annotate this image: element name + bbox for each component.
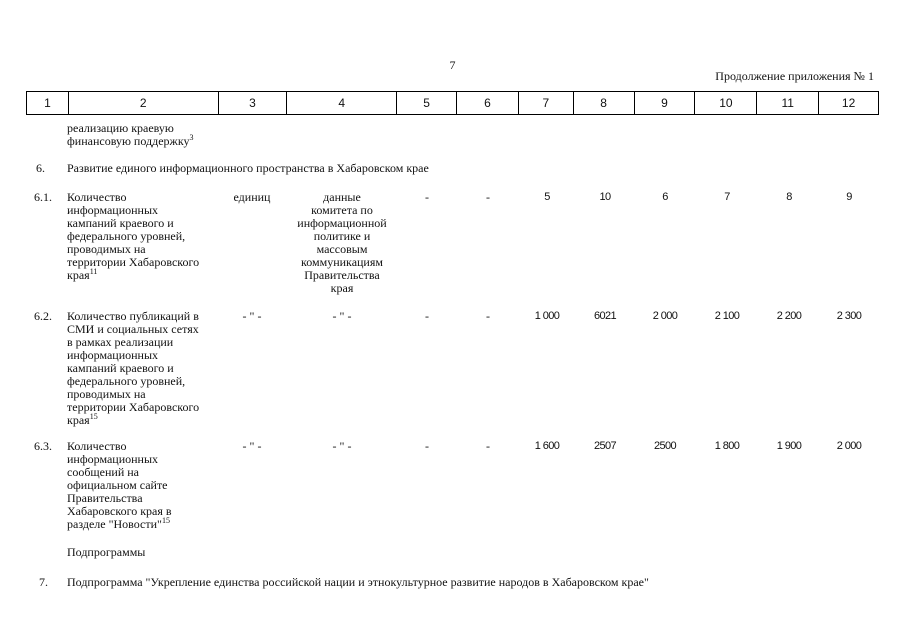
value-col-7: 1 000: [534, 310, 560, 322]
subprograms-label: Подпрограммы: [67, 545, 146, 559]
header-col-5: 5: [397, 92, 457, 114]
header-col-8: 8: [574, 92, 635, 114]
header-col-9: 9: [635, 92, 696, 114]
indicator-name: Количество информационных сообщений на официальном сайте Правительства Хабаровского края в разделе "Новости"$^{15}$: [67, 439, 172, 531]
header-col-6: 6: [457, 92, 519, 114]
header-col-3: 3: [219, 92, 288, 114]
page-number: 7: [449, 58, 456, 72]
value-col-6: -: [486, 190, 490, 204]
section-7-title: Подпрограмма "Укрепление единства российской нации и этнокультурное развитие народов в Хабаровском крае": [67, 575, 649, 589]
section-7-number: 7.: [39, 575, 48, 589]
source-cell: данные комитета по информационной политике и массовым коммуникациям Правительства края: [297, 190, 387, 295]
value-col-12: 9: [846, 191, 852, 203]
value-col-11: 8: [786, 191, 792, 203]
header-col-10: 10: [695, 92, 757, 114]
unit-cell: - " -: [242, 439, 262, 453]
value-col-5: -: [425, 309, 429, 323]
value-col-8: 2507: [593, 440, 617, 452]
value-col-12: 2 000: [836, 440, 862, 452]
indicator-name: Количество публикаций в СМИ и социальных сетях в рамках реализации информационных кампаний краевого и федерального уровней, проводимых на территории Хабаровского края$^{15}$: [67, 309, 200, 427]
value-col-10: 1 800: [714, 440, 740, 452]
value-col-8: 10: [599, 191, 611, 203]
header-col-7: 7: [519, 92, 574, 114]
header-col-11: 11: [757, 92, 819, 114]
value-col-7: 1 600: [534, 440, 560, 452]
source-cell: - " -: [332, 439, 352, 453]
row-number: 6.3.: [34, 439, 52, 453]
value-col-7: 5: [544, 191, 550, 203]
unit-cell: единиц: [233, 190, 271, 204]
value-col-9: 6: [662, 191, 668, 203]
value-col-5: -: [425, 190, 429, 204]
value-col-11: 2 200: [776, 310, 802, 322]
value-col-9: 2500: [653, 440, 677, 452]
carry-over-text: реализацию краевую финансовую поддержку$^3$: [67, 121, 194, 148]
section-6-number: 6.: [36, 161, 45, 175]
unit-cell: - " -: [242, 309, 262, 323]
header-col-2: 2: [69, 92, 219, 114]
value-col-10: 7: [724, 191, 730, 203]
value-col-5: -: [425, 439, 429, 453]
row-number: 6.2.: [34, 309, 52, 323]
row-number: 6.1.: [34, 190, 52, 204]
value-col-12: 2 300: [836, 310, 862, 322]
indicator-name: Количество информационных кампаний краевого и федерального уровней, проводимых на территории Хабаровского края$^{11}$: [67, 190, 200, 282]
source-cell: - " -: [332, 309, 352, 323]
appendix-note: Продолжение приложения № 1: [715, 69, 874, 83]
header-col-1: 1: [27, 92, 69, 114]
header-col-12: 12: [841, 96, 856, 110]
value-col-9: 2 000: [652, 310, 678, 322]
value-col-10: 2 100: [714, 310, 740, 322]
value-col-6: -: [486, 439, 490, 453]
value-col-11: 1 900: [776, 440, 802, 452]
header-col-4: 4: [287, 92, 397, 114]
section-6-title: Развитие единого информационного пространства в Хабаровском крае: [67, 161, 429, 175]
column-number-header: [26, 91, 879, 115]
value-col-8: 6021: [593, 310, 617, 322]
value-col-6: -: [486, 309, 490, 323]
